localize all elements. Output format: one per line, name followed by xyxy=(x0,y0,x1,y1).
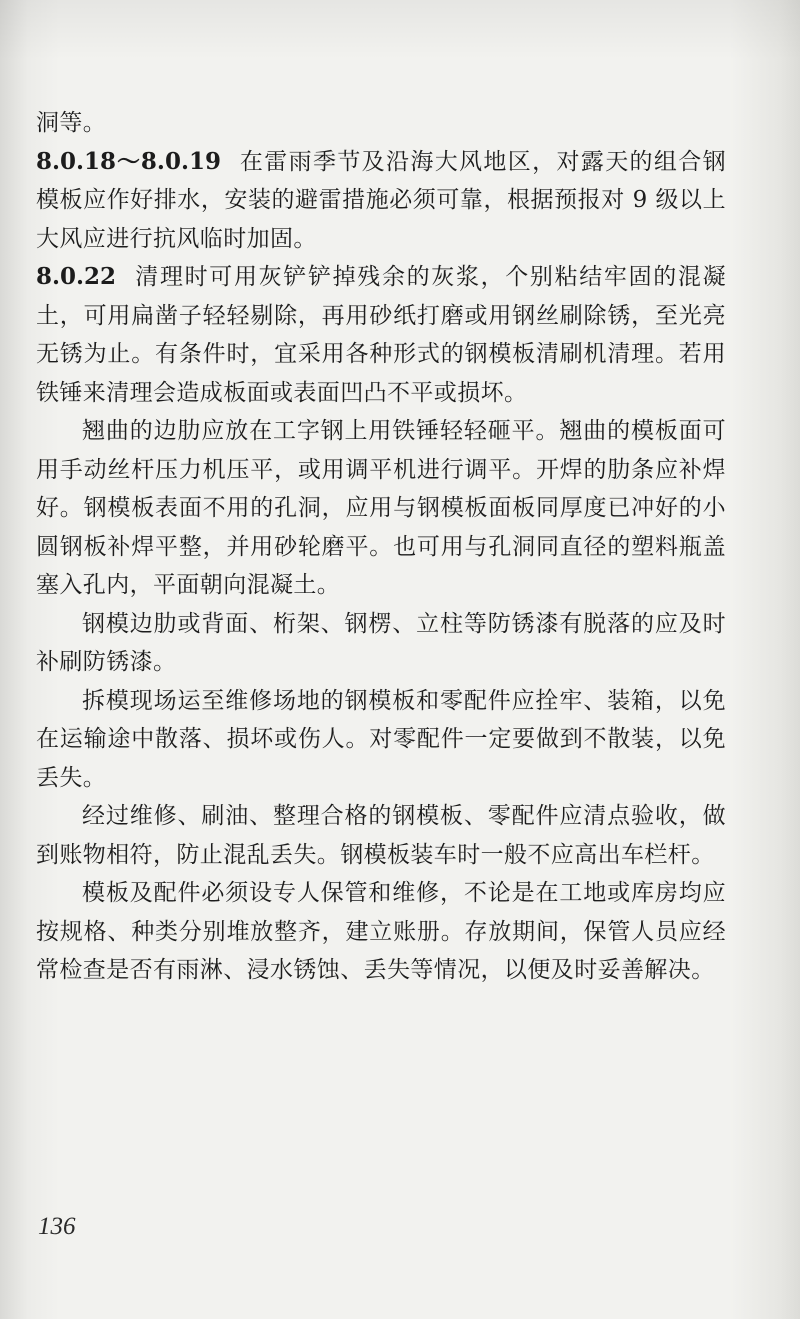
clause-8-0-22 xyxy=(36,258,726,412)
paragraph xyxy=(36,874,726,990)
paragraph xyxy=(36,605,726,682)
paragraph-text: 清理时可用灰铲铲掉残余的灰浆，个别粘结牢固的混凝土，可用扁凿子轻轻剔除，再用砂纸打磨或用钢丝刷除锈，至光亮无锈为止。有条件时，宜采用各种形式的钢模板清刷机清理。若用铁锤来清理会造成板面或表面凹凸不平或损坏。 xyxy=(36,264,726,406)
clause-number: 8.0.18～8.0.19 xyxy=(36,147,221,175)
paragraph-text: 拆模现场运至维修场地的钢模板和零配件应拴牢、装箱，以免在运输途中散落、损坏或伤人。对零配件一定要做到不散装，以免丢失。 xyxy=(36,687,726,791)
paragraph-text: 在雷雨季节及沿海大风地区，对露天的组合钢模板应作好排水，安装的避雷措施必须可靠，根据预报对 9 级以上大风应进行抗风临时加固。 xyxy=(36,148,727,252)
paragraph xyxy=(36,682,726,798)
paragraph-continuation xyxy=(36,104,726,143)
page-number: 136 xyxy=(38,1213,76,1240)
paragraph xyxy=(36,412,726,605)
paragraph-text: 经过维修、刷油、整理合格的钢模板、零配件应清点验收，做到账物相符，防止混乱丢失。钢模板装车时一般不应高出车栏杆。 xyxy=(36,803,726,868)
clause-8-0-18-19 xyxy=(36,143,726,259)
body-text xyxy=(36,104,726,990)
paragraph-text: 翘曲的边肋应放在工字钢上用铁锤轻轻砸平。翘曲的模板面可用手动丝杆压力机压平，或用调平机进行调平。开焊的肋条应补焊好。钢模板表面不用的孔洞，应用与钢模板面板同厚度已冲好的小圆钢板补焊平整，并用砂轮磨平。也可用与孔洞同直径的塑料瓶盖塞入孔内，平面朝向混凝土。 xyxy=(36,418,726,598)
clause-number: 8.0.22 xyxy=(36,263,117,290)
paragraph xyxy=(36,797,726,874)
paragraph-text: 钢模边肋或背面、桁架、钢楞、立柱等防锈漆有脱落的应及时补刷防锈漆。 xyxy=(36,610,726,675)
top-shadow xyxy=(0,0,800,60)
paragraph-text: 模板及配件必须设专人保管和维修，不论是在工地或库房均应按规格、种类分别堆放整齐，建立账册。存放期间，保管人员应经常检查是否有雨淋、浸水锈蚀、丢失等情况，以便及时妥善解决。 xyxy=(36,880,726,983)
paragraph-text: 洞等。 xyxy=(36,110,107,136)
